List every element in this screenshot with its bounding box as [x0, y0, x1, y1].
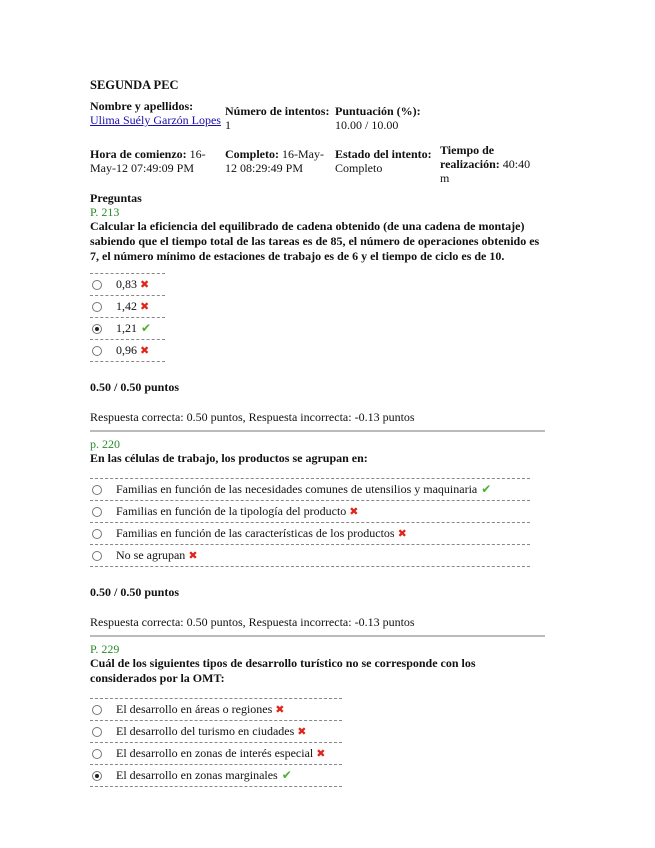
- question-number: P. 213: [90, 205, 120, 219]
- divider: [90, 430, 545, 432]
- check-icon: ✔: [281, 768, 292, 782]
- state-value: Completo: [335, 161, 383, 175]
- score-label: Puntuación (%):: [335, 104, 421, 118]
- options-list: [90, 698, 342, 787]
- option-label: El desarrollo en áreas o regiones: [116, 702, 273, 716]
- option-item[interactable]: [90, 720, 342, 742]
- name-cell: [90, 99, 225, 132]
- options-list: [90, 478, 530, 567]
- student-name-link[interactable]: Ulima Suély Garzón Lopes: [90, 113, 221, 127]
- score-value: 10.00 / 10.00: [335, 118, 399, 132]
- option-label: El desarrollo en zonas de interés especial: [116, 746, 314, 760]
- option-item[interactable]: [90, 764, 342, 787]
- complete-label: Completo:: [225, 147, 279, 161]
- radio-button[interactable]: [92, 485, 102, 495]
- check-icon: ✔: [141, 321, 152, 335]
- option-item[interactable]: [90, 500, 530, 522]
- time-value: 40:40 m: [440, 157, 531, 185]
- incorrect-icon: ✖: [349, 505, 359, 518]
- quiz-report: [90, 78, 550, 787]
- incorrect-icon: ✖: [275, 703, 285, 716]
- option-label: Familias en función de las necesidades comunes de utensilios y maquinaria: [116, 482, 478, 496]
- question-feedback: Respuesta correcta: 0.50 puntos, Respuesta incorrecta: -0.13 puntos: [90, 615, 415, 629]
- start-value: 16-May-12 07:49:09 PM: [90, 147, 206, 175]
- option-label: No se agrupan: [116, 548, 186, 562]
- option-label: 0,96: [116, 343, 137, 357]
- page-title: SEGUNDA PEC: [90, 78, 179, 92]
- option-label: 1,42: [116, 299, 137, 313]
- radio-button-selected[interactable]: [92, 771, 102, 781]
- start-label: Hora de comienzo:: [90, 147, 187, 161]
- attempt-cell: [225, 99, 335, 132]
- option-label: El desarrollo en zonas marginales: [116, 768, 278, 782]
- radio-button[interactable]: [92, 346, 102, 356]
- name-label: Nombre y apellidos:: [90, 99, 194, 113]
- header-row-1: [90, 99, 550, 132]
- complete-value: 16-May-12 08:29:49 PM: [225, 147, 324, 175]
- option-item[interactable]: [90, 522, 530, 544]
- radio-button[interactable]: [92, 551, 102, 561]
- radio-button[interactable]: [92, 727, 102, 737]
- radio-button[interactable]: [92, 529, 102, 539]
- radio-button-selected[interactable]: [92, 324, 102, 334]
- question-text: Cuál de los siguientes tipos de desarrollo turístico no se corresponde con los considerados por la OMT:: [90, 656, 476, 685]
- radio-button[interactable]: [92, 749, 102, 759]
- incorrect-icon: ✖: [397, 527, 407, 540]
- incorrect-icon: ✖: [297, 725, 307, 738]
- option-item[interactable]: [90, 295, 165, 317]
- question-1: [90, 205, 550, 432]
- question-score: 0.50 / 0.50 puntos: [90, 585, 180, 599]
- option-item[interactable]: [90, 698, 342, 720]
- radio-button[interactable]: [92, 280, 102, 290]
- score-cell: [335, 99, 440, 132]
- question-number: P. 229: [90, 642, 120, 656]
- question-text: En las células de trabajo, los productos se agrupan en:: [90, 451, 368, 465]
- attempt-label: Número de intentos:: [225, 104, 330, 118]
- header-row-2: [90, 143, 550, 185]
- incorrect-icon: ✖: [316, 747, 326, 760]
- question-2: [90, 437, 550, 637]
- option-label: Familias en función de las características de los productos: [116, 526, 395, 540]
- question-3: [90, 642, 550, 787]
- option-label: El desarrollo del turismo en ciudades: [116, 724, 295, 738]
- start-cell: [90, 143, 225, 185]
- complete-cell: [225, 143, 335, 185]
- options-list: [90, 273, 165, 362]
- option-item[interactable]: [90, 317, 165, 339]
- questions-heading: Preguntas: [90, 191, 142, 205]
- incorrect-icon: ✖: [188, 549, 198, 562]
- attempt-value: 1: [225, 118, 231, 132]
- option-item[interactable]: [90, 273, 165, 295]
- question-score: 0.50 / 0.50 puntos: [90, 380, 180, 394]
- check-icon: ✔: [481, 482, 492, 496]
- time-label: Tiempo de realización:: [440, 143, 500, 171]
- time-cell: [440, 143, 540, 185]
- option-label: Familias en función de la tipología del producto: [116, 504, 347, 518]
- incorrect-icon: ✖: [140, 300, 150, 313]
- incorrect-icon: ✖: [140, 344, 150, 357]
- option-label: 0,83: [116, 277, 137, 291]
- option-item[interactable]: [90, 478, 530, 500]
- state-label: Estado del intento:: [335, 147, 432, 161]
- option-label: 1,21: [116, 321, 137, 335]
- radio-button[interactable]: [92, 507, 102, 517]
- divider: [90, 635, 545, 637]
- option-item[interactable]: [90, 544, 530, 567]
- question-feedback: Respuesta correcta: 0.50 puntos, Respuesta incorrecta: -0.13 puntos: [90, 410, 415, 424]
- option-item[interactable]: [90, 339, 165, 362]
- state-cell: [335, 143, 440, 185]
- radio-button[interactable]: [92, 302, 102, 312]
- question-number: p. 220: [90, 437, 120, 451]
- radio-button[interactable]: [92, 705, 102, 715]
- incorrect-icon: ✖: [140, 278, 150, 291]
- question-text: Calcular la eficiencia del equilibrado de cadena obtenido (de una cadena de montaje) sabiendo que el tiempo total de las tareas es de 85, el número de operaciones obtenido es 7, el número mínimo de estaciones de trabajo es de 6 y el tiempo de ciclo es de 10.: [90, 219, 540, 263]
- option-item[interactable]: [90, 742, 342, 764]
